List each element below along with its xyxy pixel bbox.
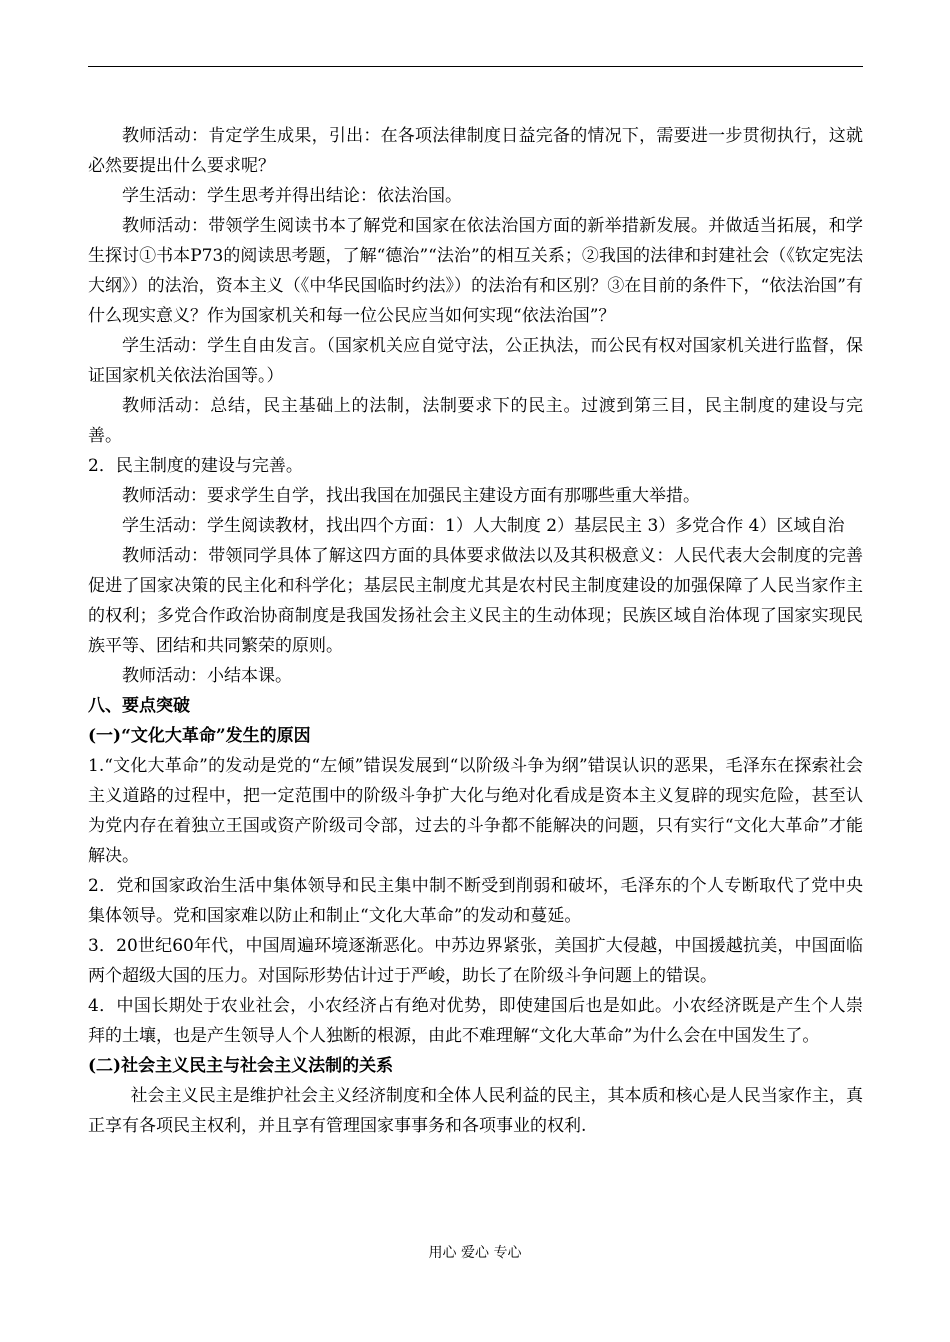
paragraph-cause-4: 4．中国长期处于农业社会，小农经济占有绝对优势，即使建国后也是如此。小农经济既是产生个人崇拜的土壤，也是产生领导人个人独断的根源，由此不难理解“文化大革命”为什么会在中国发生了。: [88, 996, 863, 1046]
paragraph-teacher-activity-6: 教师活动：小结本课。: [122, 666, 292, 686]
document-body: [88, 121, 863, 1141]
paragraph-cause-2: 2．党和国家政治生活中集体领导和民主集中制不断受到削弱和破坏，毛泽东的个人专断取代了党中央集体领导。党和国家难以防止和制止“文化大革命”的发动和蔓延。: [88, 876, 863, 926]
heading-cultural-revolution-causes: (一)“文化大革命”发生的原因: [88, 726, 311, 746]
paragraph-student-activity-2: 学生活动：学生自由发言。（国家机关应自觉守法，公正执法，而公民有权对国家机关进行监督，保证国家机关依法治国等。）: [88, 336, 863, 386]
paragraph-teacher-activity-4: 教师活动：要求学生自学，找出我国在加强民主建设方面有那哪些重大举措。: [122, 486, 700, 506]
paragraph-teacher-activity-5: 教师活动：带领同学具体了解这四方面的具体要求做法以及其积极意义：人民代表大会制度的完善促进了国家决策的民主化和科学化；基层民主制度尤其是农村民主制度建设的加强保障了人民当家作主的权利；多党合作政治协商制度是我国发扬社会主义民主的生动体现；民族区域自治体现了国家实现民族平等、团结和共同繁荣的原则。: [88, 546, 863, 656]
paragraph-teacher-activity-2: 教师活动：带领学生阅读书本了解党和国家在依法治国方面的新举措新发展。并做适当拓展，和学生探讨①书本P73的阅读思考题，了解“德治”“法治”的相互关系；②我国的法律和封建社会（《钦定宪法大纲》）的法治，资本主义（《中华民国临时约法》）的法治有和区别？③在目前的条件下，“依法治国”有什么现实意义？作为国家机关和每一位公民应当如何实现“依法治国”？: [88, 216, 863, 326]
header-rule: [88, 66, 863, 67]
paragraph-democracy-definition: 社会主义民主是维护社会主义经济制度和全体人民利益的民主，其本质和核心是人民当家作主，真正享有各项民主权利，并且享有管理国家事事务和各项事业的权利.: [88, 1086, 863, 1136]
page-footer: 用心 爱心 专心: [428, 1245, 522, 1261]
paragraph-section-2-title: 2．民主制度的建设与完善。: [88, 456, 303, 476]
paragraph-student-activity-3: 学生活动：学生阅读教材，找出四个方面：1）人大制度 2）基层民主 3）多党合作 4）区域自治: [122, 516, 845, 536]
heading-key-points: 八、要点突破: [88, 696, 190, 716]
paragraph-teacher-activity-3: 教师活动：总结，民主基础上的法制，法制要求下的民主。过渡到第三目，民主制度的建设与完善。: [88, 396, 863, 446]
heading-democracy-law-relation: (二)社会主义民主与社会主义法制的关系: [88, 1056, 394, 1076]
paragraph-cause-1: 1.“文化大革命”的发动是党的“左倾”错误发展到“以阶级斗争为纲”错误认识的恶果，毛泽东在探索社会主义道路的过程中，把一定范围中的阶级斗争扩大化与绝对化看成是资本主义复辟的现实危险，甚至认为党内存在着独立王国或资产阶级司令部，过去的斗争都不能解决的问题，只有实行“文化大革命”才能解决。: [88, 756, 863, 866]
paragraph-cause-3: 3．20世纪60年代，中国周遍环境逐渐恶化。中苏边界紧张，美国扩大侵越，中国援越抗美，中国面临两个超级大国的压力。对国际形势估计过于严峻，助长了在阶级斗争问题上的错误。: [88, 936, 863, 986]
paragraph-student-activity-1: 学生活动：学生思考并得出结论：依法治国。: [122, 186, 462, 206]
paragraph-teacher-activity-1: 教师活动：肯定学生成果，引出：在各项法律制度日益完备的情况下，需要进一步贯彻执行，这就必然要提出什么要求呢？: [88, 126, 863, 176]
